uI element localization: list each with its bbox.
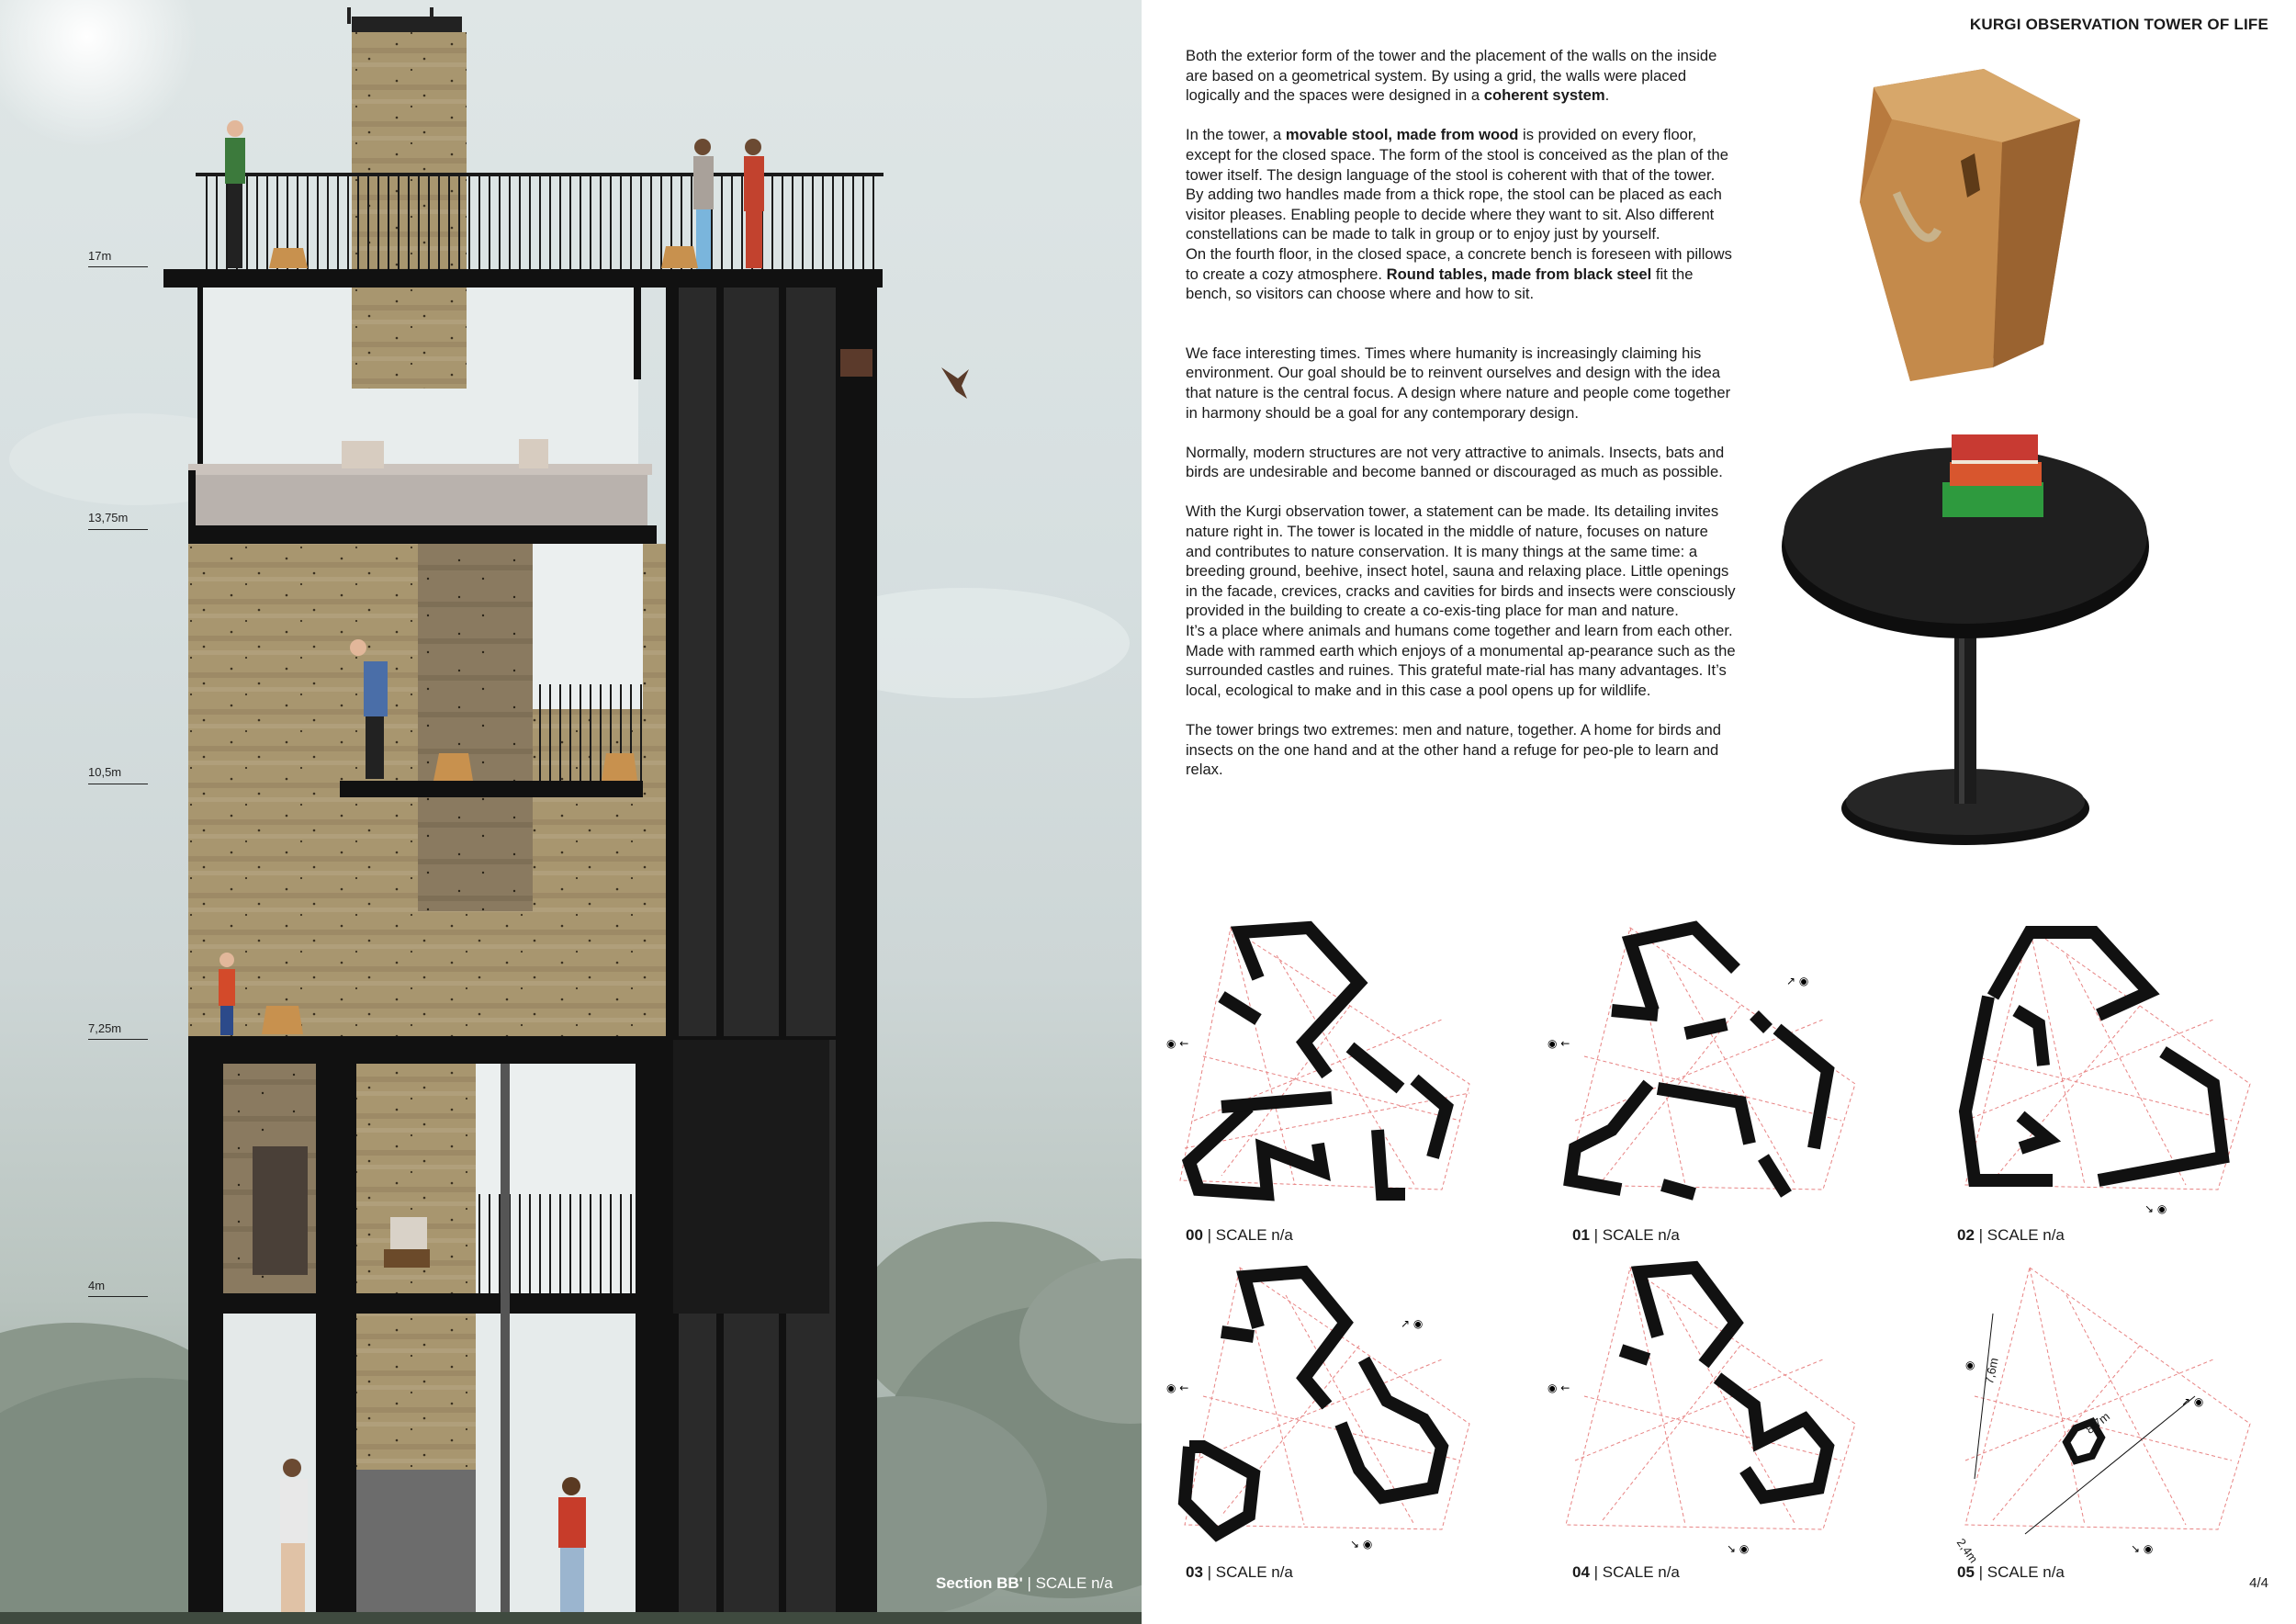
- tower-section-illustration: [0, 0, 1142, 1624]
- plan-04-drawing: [1548, 1258, 1896, 1571]
- bird: [941, 367, 969, 399]
- svg-text:◉: ◉: [1965, 1359, 1975, 1371]
- page-title: KURGI OBSERVATION TOWER OF LIFE: [1969, 16, 2268, 33]
- level-13-75m: 13,75m: [88, 511, 129, 524]
- paragraph-stool: In the tower, a movable stool, made from wood is provided on every floor, except for the closed space. The form of the stool is conceived as the plan of the tower itself. The design language of the stool is coherent with that of the tower. By adding two handles made from a thick rope, the stool can be placed as each visitor pleases. Enabling people to decide where they want to sit. Also different constellations can be made to talk in group or to enjoy just by yourself.: [1186, 126, 1728, 243]
- svg-text:◉ ←: ◉ ←: [1548, 1037, 1570, 1050]
- plan-01-drawing: [1548, 919, 1896, 1231]
- paragraph-animals: Normally, modern structures are not very attractive to animals. Insects, bats and birds are undesirable and become banned or discouraged as much as possible.: [1186, 443, 1725, 481]
- sun-glare: [0, 0, 197, 147]
- section-caption: [936, 1574, 1113, 1593]
- plan-01-caption: 01 | SCALE n/a: [1572, 1226, 1680, 1244]
- svg-text:↘ ◉: ↘ ◉: [1727, 1542, 1750, 1555]
- plan-02-drawing: [1938, 919, 2287, 1231]
- paragraph-statement: With the Kurgi observation tower, a statement can be made. Its detailing invites nature right in. The tower is located in the middle of nature, focuses on nature and contributes to nature conservation. It is many things at the same time: a breeding ground, beehive, insect hotel, sauna and relaxing place. Little openings in the facade, crevices, cracks and cavities for birds and insects were consciously provided in the building to create a co-exis-ting place for man and nature.: [1186, 502, 1736, 620]
- svg-text:◉ ←: ◉ ←: [1166, 1382, 1189, 1394]
- dimension-2-4m: 2,4m: [1953, 1536, 1981, 1566]
- paragraph-bench: On the fourth floor, in the closed space, a concrete bench is foreseen with pillows to create a cozy atmosphere. Round tables, made from black steel fit the bench, so visitors can choose where and how to sit.: [1186, 244, 1732, 303]
- wooden-stool-render: [1846, 55, 2085, 386]
- plan-00-caption: 00 | SCALE n/a: [1186, 1226, 1293, 1244]
- section-caption-scale: | SCALE n/a: [1022, 1574, 1113, 1592]
- level-10-5m: 10,5m: [88, 765, 122, 779]
- plan-03-caption: 03 | SCALE n/a: [1186, 1563, 1293, 1581]
- stair-shaft: [666, 288, 877, 1615]
- svg-text:↘ ◉: ↘ ◉: [2144, 1202, 2167, 1215]
- roof-slab: [163, 269, 883, 288]
- svg-text:◉ ←: ◉ ←: [1548, 1382, 1570, 1394]
- section-caption-title: Section BB': [936, 1574, 1023, 1592]
- plan-02-caption: 02 | SCALE n/a: [1957, 1226, 2065, 1244]
- svg-text:↘ ◉: ↘ ◉: [2131, 1542, 2154, 1555]
- level-line-4: [88, 1296, 148, 1297]
- level-line-17: [88, 266, 148, 267]
- plan-05-caption: 05 | SCALE n/a: [1957, 1563, 2065, 1581]
- plan-03-drawing: [1166, 1258, 1515, 1571]
- level-line-725: [88, 1039, 148, 1040]
- page-number: 4/4: [2249, 1575, 2268, 1591]
- svg-text:↗ ◉: ↗ ◉: [1786, 975, 1809, 987]
- dimension-8-7m: 8,7m: [2083, 1409, 2113, 1437]
- svg-text:◉ ←: ◉ ←: [1166, 1037, 1189, 1050]
- round-table-render: [1777, 418, 2154, 859]
- plan-05-drawing: [1938, 1258, 2287, 1571]
- plan-04-caption: 04 | SCALE n/a: [1572, 1563, 1680, 1581]
- level-line-1375: [88, 529, 148, 530]
- level-7-25m: 7,25m: [88, 1021, 122, 1035]
- paragraph-geometry: Both the exterior form of the tower and the placement of the walls on the inside are based on a geometrical system. By using a grid, the walls were placed logically and the spaces were designed in a coherent system.: [1186, 47, 1717, 105]
- svg-text:↗ ◉: ↗ ◉: [2181, 1395, 2204, 1408]
- description-text: [1186, 46, 1737, 799]
- level-4m: 4m: [88, 1279, 106, 1292]
- paragraph-extremes: The tower brings two extremes: men and nature, together. A home for birds and insects on the one hand and at the other hand a refuge for peo-ple to learn and relax.: [1186, 721, 1721, 779]
- level-17m: 17m: [88, 249, 112, 263]
- paragraph-times: We face interesting times. Times where humanity is increasingly claiming his environment. Our goal should be to reinvent ourselves and design with the idea that nature is the central focus. A design where nature and people come together in harmony should be a goal for any contemporary design.: [1186, 344, 1731, 422]
- svg-text:↗ ◉: ↗ ◉: [1401, 1317, 1424, 1330]
- plan-00-drawing: [1166, 919, 1515, 1231]
- paragraph-rammed-earth: It’s a place where animals and humans come together and learn from each other. Made with rammed earth which enjoys of a monumental ap-pearance such as the surrounded castles and ruines. This grateful mate-rial has many advantages. It’s local, ecological to make and in this case a pool opens up for wildlife.: [1186, 622, 1736, 699]
- svg-text:↘ ◉: ↘ ◉: [1350, 1538, 1373, 1551]
- section-drawing: [0, 0, 1142, 1624]
- dimension-7-6m: 7,6m: [1982, 1356, 2001, 1386]
